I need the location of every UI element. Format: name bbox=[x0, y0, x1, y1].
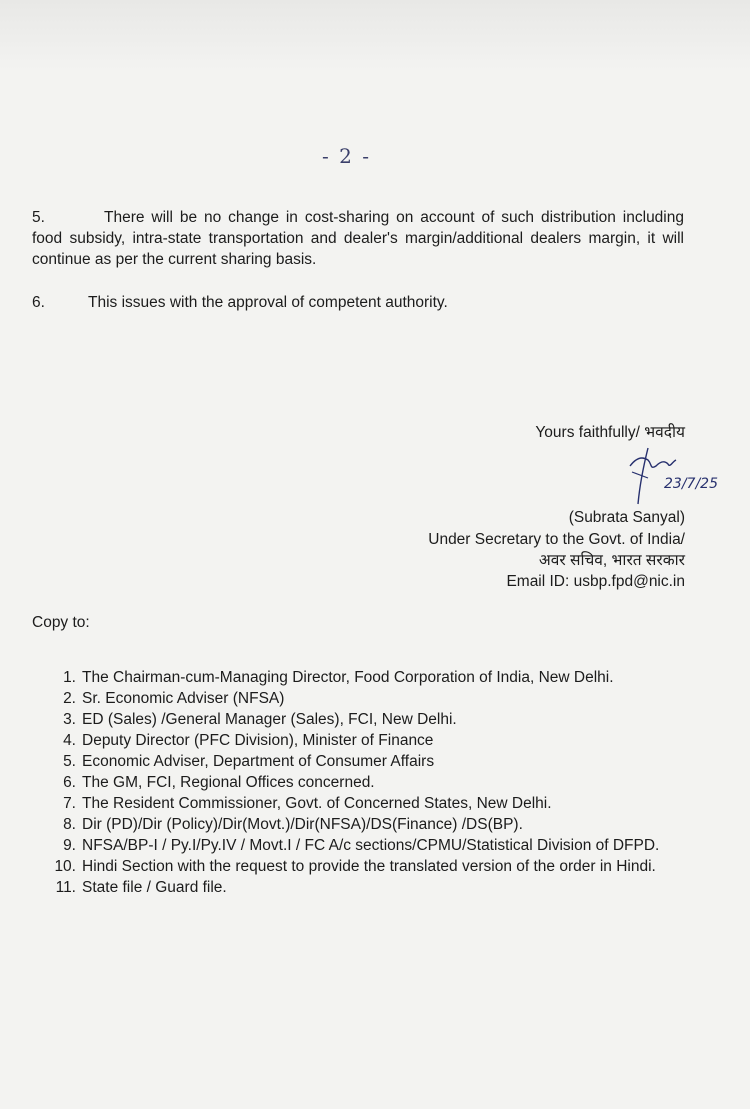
list-item-number: 7. bbox=[63, 795, 76, 812]
list-item-text: The Chairman-cum-Managing Director, Food Corporation of India, New Delhi. bbox=[82, 669, 614, 686]
list-item bbox=[34, 835, 684, 856]
signatory-designation: Under Secretary to the Govt. of India/ bbox=[428, 531, 685, 548]
list-item-text: The Resident Commissioner, Govt. of Concerned States, New Delhi. bbox=[82, 795, 552, 812]
paragraph-text: There will be no change in cost-sharing on account of such distribution including food subsidy, intra-state transportation and dealer's margin/additional dealers margin, it will continue as per the current sharing basis. bbox=[32, 209, 684, 268]
list-item-number: 1. bbox=[63, 669, 76, 686]
list-item-text: Deputy Director (PFC Division), Minister of Finance bbox=[82, 732, 434, 749]
list-item bbox=[34, 709, 684, 730]
list-item bbox=[34, 688, 684, 709]
list-item-text: ED (Sales) /General Manager (Sales), FCI, New Delhi. bbox=[82, 711, 457, 728]
list-item-number: 10. bbox=[54, 858, 76, 875]
svg-text:23/7/25: 23/7/25 bbox=[664, 476, 718, 492]
list-item bbox=[34, 856, 684, 877]
list-item bbox=[34, 751, 684, 772]
list-item bbox=[34, 772, 684, 793]
scan-shadow bbox=[0, 0, 750, 70]
page-number: - 2 - bbox=[322, 144, 371, 168]
list-item-number: 8. bbox=[63, 816, 76, 833]
list-item bbox=[34, 667, 684, 688]
list-item bbox=[34, 877, 684, 898]
list-item-number: 6. bbox=[63, 774, 76, 791]
list-item-text: State file / Guard file. bbox=[82, 879, 227, 896]
list-item bbox=[34, 730, 684, 751]
list-item-text: NFSA/BP-I / Py.I/Py.IV / Movt.I / FC A/c sections/CPMU/Statistical Division of DFPD. bbox=[82, 837, 660, 854]
list-item-text: Hindi Section with the request to provide the translated version of the order in Hindi. bbox=[82, 858, 656, 875]
list-item-text: The GM, FCI, Regional Offices concerned. bbox=[82, 774, 375, 791]
handwritten-signature bbox=[618, 444, 718, 506]
list-item-number: 9. bbox=[63, 837, 76, 854]
list-item-number: 4. bbox=[63, 732, 76, 749]
list-item-number: 11. bbox=[55, 879, 76, 896]
list-item-number: 2. bbox=[63, 690, 76, 707]
paragraph-number: 6. bbox=[32, 294, 45, 311]
paragraph-5 bbox=[32, 207, 684, 270]
copy-to-heading: Copy to: bbox=[32, 614, 90, 631]
signatory-designation-hindi: अवर सचिव, भारत सरकार bbox=[538, 552, 685, 569]
list-item-text: Economic Adviser, Department of Consumer Affairs bbox=[82, 753, 435, 770]
paragraph-text: This issues with the approval of competent authority. bbox=[88, 294, 448, 311]
list-item-text: Dir (PD)/Dir (Policy)/Dir(Movt.)/Dir(NFSA)/DS(Finance) /DS(BP). bbox=[82, 816, 523, 833]
list-item bbox=[34, 793, 684, 814]
paragraph-number: 5. bbox=[32, 209, 45, 226]
list-item-number: 3. bbox=[63, 711, 76, 728]
closing-salutation: Yours faithfully/ भवदीय bbox=[535, 424, 685, 441]
list-item bbox=[34, 814, 684, 835]
list-item-text: Sr. Economic Adviser (NFSA) bbox=[82, 690, 285, 707]
copy-to-list bbox=[34, 667, 684, 898]
list-item-number: 5. bbox=[63, 753, 76, 770]
paragraph-6 bbox=[32, 292, 684, 313]
signatory-name: (Subrata Sanyal) bbox=[568, 509, 685, 526]
signatory-email[interactable]: Email ID: usbp.fpd@nic.in bbox=[506, 573, 685, 590]
